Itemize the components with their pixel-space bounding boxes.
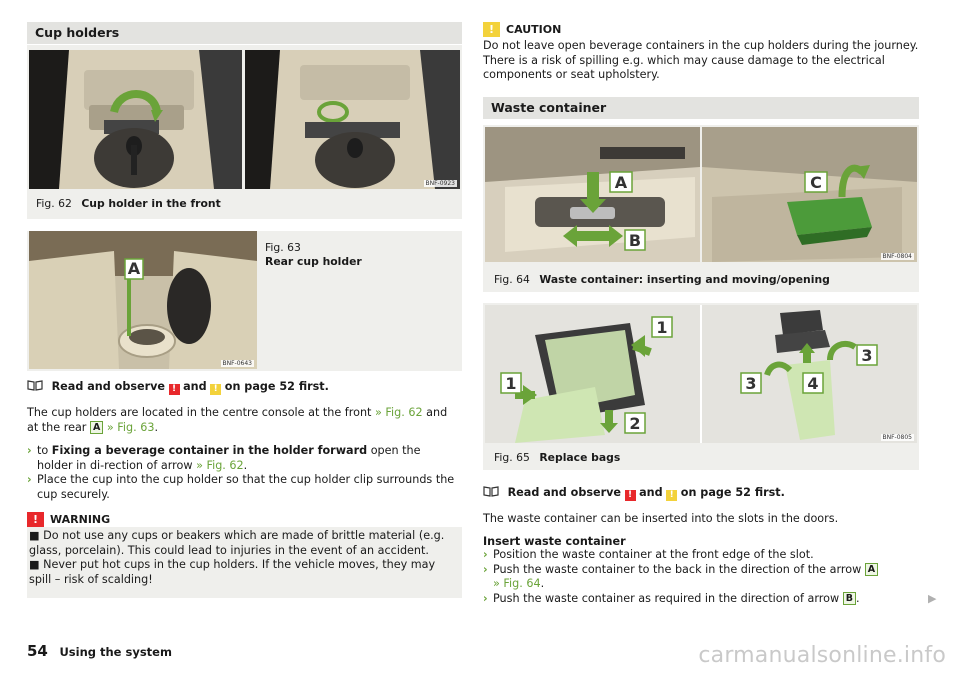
key-label-a: A (90, 421, 103, 434)
caution-header: ! CAUTION (483, 22, 919, 37)
photo-waste-container-inserting (485, 127, 700, 262)
warning-icon: ! (625, 490, 636, 501)
cup-holders-intro: The cup holders are located in the centre console at the front » Fig. 62 and at the rear A » Fig. 63. (27, 406, 448, 434)
photo-front-cup-holder-closed (29, 50, 242, 189)
caution-icon: ! (210, 384, 221, 395)
figure-code: BNF-0923 (425, 180, 455, 187)
insert-waste-container-heading: Insert waste container (483, 535, 626, 548)
figure-65-label-3a: 3 (861, 346, 873, 365)
next-page-arrow-icon: ▶ (928, 592, 937, 605)
photo-rear-cup-holder (29, 231, 257, 369)
warning-icon: ! (27, 512, 44, 527)
figure-64-caption: Fig. 64 Waste container: inserting and moving/opening (494, 273, 830, 286)
figure-64 (483, 125, 919, 292)
list-item: › Push the waste container as required in the direction of arrow B . (483, 592, 919, 607)
figure-code: BNF-0643 (222, 360, 252, 367)
warning-item: ■ Never put hot cups in the cup holders. If the vehicle moves, they may spill – risk of scalding! (29, 558, 436, 586)
figure-65-label-4: 4 (807, 374, 819, 393)
figure-63 (27, 231, 462, 371)
figure-code: BNF-0805 (882, 434, 912, 441)
section-title-waste-container: Waste container (483, 97, 919, 119)
link-fig-64[interactable]: » Fig. 64 (493, 577, 541, 590)
link-fig-62[interactable]: » Fig. 62 (196, 458, 244, 472)
list-item: › Push the waste container to the back in the direction of the arrow A » Fig. 64. (483, 563, 919, 592)
book-icon (483, 486, 499, 497)
figure-64-label-b: B (628, 231, 642, 250)
read-observe-note: Read and observe ! and ! on page 52 first. (27, 379, 462, 395)
caution-icon: ! (483, 22, 500, 37)
figure-63-label-a: A (127, 259, 141, 278)
waste-container-steps (483, 548, 919, 606)
waste-container-intro: The waste container can be inserted into the slots in the doors. (483, 512, 839, 525)
figure-65-label-3b: 3 (745, 374, 757, 393)
link-fig-62[interactable]: » Fig. 62 (374, 406, 423, 419)
list-item: › Place the cup into the cup holder so that the cup holder clip surrounds the cup securely. (27, 473, 457, 502)
page-footer (27, 642, 172, 660)
photo-waste-container-opening (702, 127, 917, 262)
figure-65 (483, 303, 919, 470)
figure-62-caption: Fig. 62 Cup holder in the front (36, 197, 221, 210)
warning-body (27, 527, 462, 587)
figure-64-label-c: C (810, 173, 822, 192)
page-number: 54 (27, 642, 48, 660)
list-item: › Position the waste container at the front edge of the slot. (483, 548, 919, 563)
watermark: carmanualsonline.info (698, 643, 946, 668)
figure-code: BNF-0804 (882, 253, 912, 260)
caution-icon: ! (666, 490, 677, 501)
key-label-a: A (865, 563, 878, 576)
figure-63-caption: Fig. 63 Rear cup holder (265, 241, 362, 268)
key-label-b: B (843, 592, 856, 605)
list-item: › to Fixing a beverage container in the holder forward open the holder in di-rection of arrow » Fig. 62. (27, 444, 457, 473)
figure-65-label-1b: 1 (505, 374, 517, 393)
warning-box (27, 512, 462, 598)
chapter-title: Using the system (59, 645, 172, 659)
illustration-replace-bags (485, 305, 917, 443)
warning-header: ! WARNING (27, 512, 462, 527)
figure-64-label-a: A (614, 173, 628, 192)
caution-text: Do not leave open beverage containers in the cup holders during the journey. There is a risk of spilling e.g. which may cause damage to the electrical components or seat upholstery. (483, 39, 919, 81)
figure-65-label-2: 2 (629, 414, 641, 433)
warning-icon: ! (169, 384, 180, 395)
figure-65-label-1a: 1 (656, 318, 668, 337)
warning-item: ■ Do not use any cups or beakers which are made of brittle material (e.g. glass, porcelain). This could lead to injuries in the event of an accident. (29, 529, 445, 557)
cup-holder-steps (27, 444, 457, 502)
read-observe-note: Read and observe ! and ! on page 52 first. (483, 485, 919, 501)
photo-front-cup-holder-open (245, 50, 460, 189)
figure-62 (27, 45, 462, 219)
caution-box (483, 22, 919, 83)
figure-65-caption: Fig. 65 Replace bags (494, 451, 621, 464)
link-fig-63[interactable]: » Fig. 63 (106, 421, 155, 434)
book-icon (27, 380, 43, 391)
section-title-cup-holders: Cup holders (27, 22, 462, 44)
